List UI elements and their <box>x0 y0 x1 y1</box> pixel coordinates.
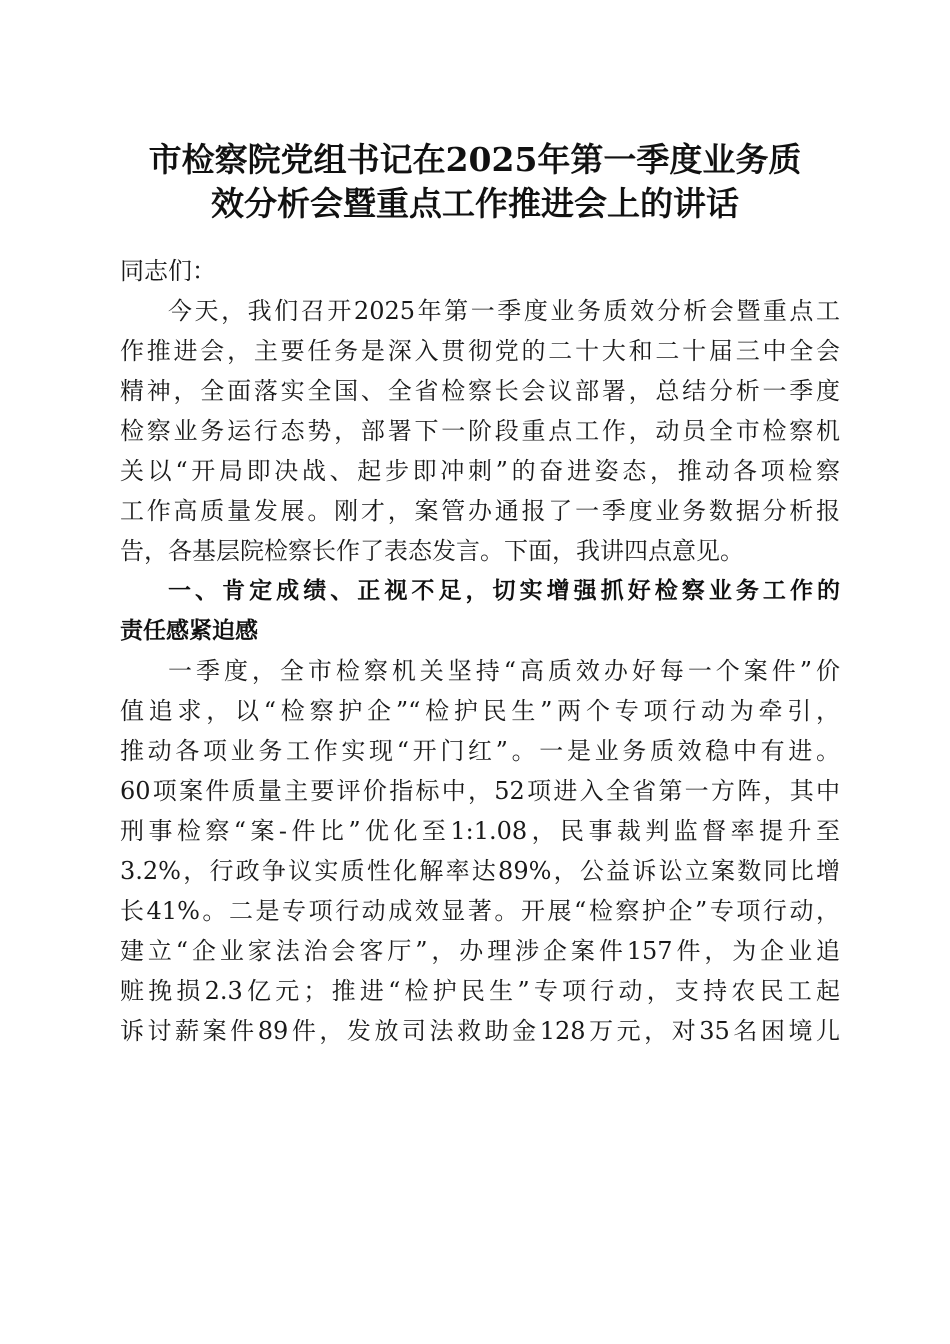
paragraph-line: 关以“开局即决战、起步即冲刺”的奋进姿态，推动各项检察 <box>120 457 840 485</box>
paragraph-intro <box>120 291 840 571</box>
paragraph-line: 值追求，以“检察护企”“检护民生”两个专项行动为牵引， <box>120 697 840 725</box>
paragraph-line: 一季度，全市检察机关坚持“高质效办好每一个案件”价 <box>168 657 840 685</box>
document-title <box>100 138 850 226</box>
paragraph-line: 诉讨薪案件89件，发放司法救助金128万元，对35名困境儿 <box>120 1017 840 1045</box>
paragraph-line: 推动各项业务工作实现“开门红”。一是业务质效稳中有进。 <box>120 737 840 765</box>
paragraph-line: 刑事检察“案-件比”优化至1:1.08，民事裁判监督率提升至 <box>120 817 840 845</box>
paragraph-line: 作推进会，主要任务是深入贯彻党的二十大和二十届三中全会 <box>120 337 840 365</box>
paragraph-line: 60项案件质量主要评价指标中，52项进入全省第一方阵，其中 <box>120 777 840 805</box>
paragraph-line: 告，各基层院检察长作了表态发言。下面，我讲四点意见。 <box>120 537 744 565</box>
paragraph-line: 建立“企业家法治会客厅”，办理涉企案件157件，为企业追 <box>120 937 840 965</box>
paragraph-line: 今天，我们召开2025年第一季度业务质效分析会暨重点工 <box>168 297 840 325</box>
title-line-1: 市检察院党组书记在2025年第一季度业务质 <box>148 140 802 179</box>
paragraph-line: 精神，全面落实全国、全省检察长会议部署，总结分析一季度 <box>120 377 840 405</box>
paragraph-line: 检察业务运行态势，部署下一阶段重点工作，动员全市检察机 <box>120 417 840 445</box>
paragraph-line: 赃挽损2.3亿元；推进“检护民生”专项行动，支持农民工起 <box>120 977 840 1005</box>
paragraph-line: 长41%。二是专项行动成效显著。开展“检察护企”专项行动， <box>120 897 840 925</box>
heading-line: 责任感紧迫感 <box>120 618 258 644</box>
document-body <box>120 251 840 1051</box>
section-heading-1 <box>120 571 840 651</box>
salutation: 同志们： <box>120 257 216 285</box>
heading-line: 一、肯定成绩、正视不足，切实增强抓好检察业务工作的 <box>168 578 840 604</box>
title-line-2: 效分析会暨重点工作推进会上的讲话 <box>211 184 739 223</box>
paragraph-line: 工作高质量发展。刚才，案管办通报了一季度业务数据分析报 <box>120 497 840 525</box>
paragraph-line: 3.2%，行政争议实质性化解率达89%，公益诉讼立案数同比增 <box>120 857 840 885</box>
paragraph-achievements <box>120 651 840 1051</box>
